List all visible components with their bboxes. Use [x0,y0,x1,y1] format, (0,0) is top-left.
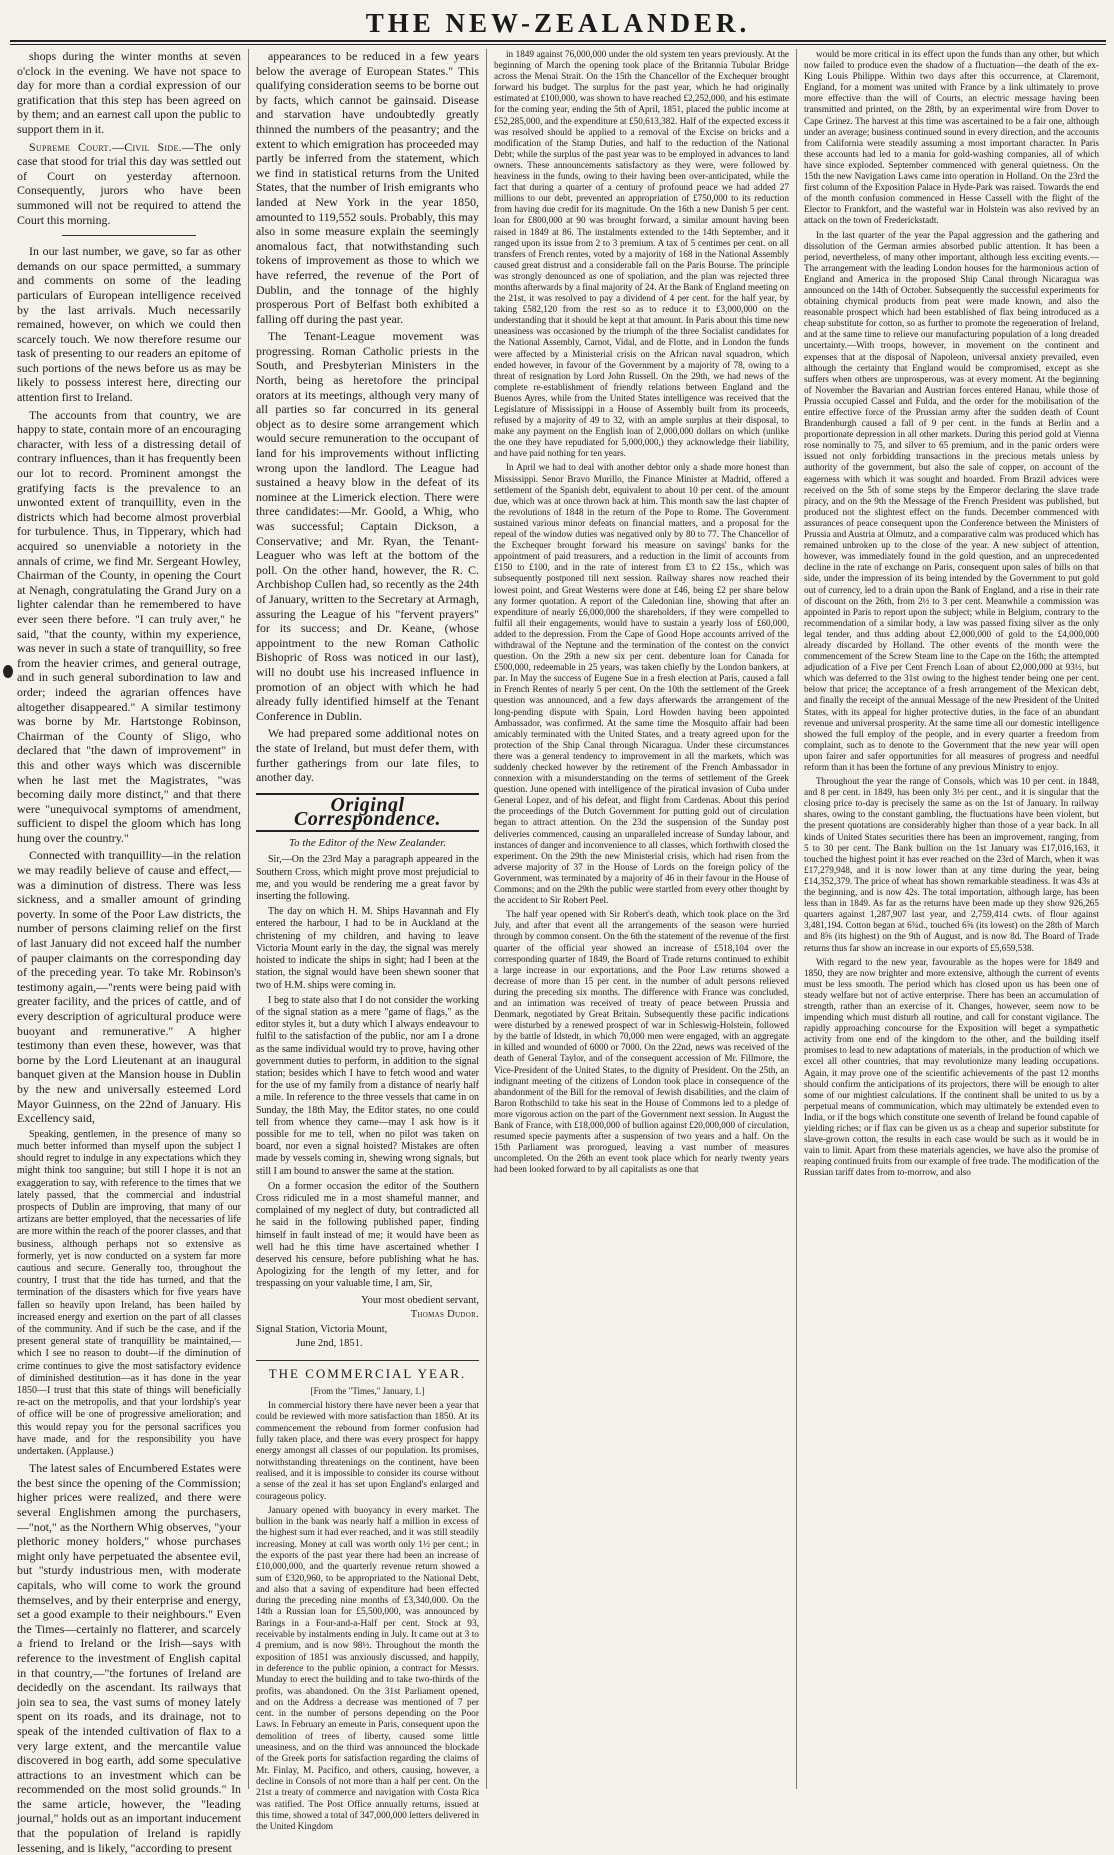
commercial-paragraph: The half year opened with Sir Robert's death, which took place on the 3rd July, and after that event all the arrangements of the season were hurried through by common consent. On the 6th the statement of the revenue of the first quarter of the official year showed an increase of £518,104 over the corresponding quarter of 1849, the Board of Trade returns continued to exhibit a large increase in our exportations, and the Poor Law returns showed a decrease of more than 15 per cent. in the number of adult persons relieved during the preceding six months. The difference with France was concluded, and an intimation was received of treaty of peace between Prussia and Denmark, negotiated by Great Britain. Subsequently these pacific indications were disturbed by a renewed prospect of war in Schleswig-Holstein, followed by the battle of Idstedt, in which 70,000 men were engaged, with an aggregate in killed and wounded of 6000 or 7000. On the 22nd, news was received of the death of General Taylor, and of the consequent accession of Mr. Fillmore, the Vice-President of the United States, to the dignity of President. On the 25th, an indignant meeting of the citizens of London took place in consequence of the abandonment of the Bill for the removal of Jewish disabilities, and the claim of Baron Rothschild to take his seat in the House of Commons led to a pledge of more vigorous action on the part of the Government next session. In August the Bank of France, with £18,000,000 of bullion against £20,000,000 of circulation, resumed specie payments after a suspension of two years and a half. On the 15th Parliament was prorogued, leaving a vast number of measures uncompleted. On the 26th an event took place which for nearly twenty years had been looked forward to by all capitalists as one that [494,909,789,1175]
letter-signature: Thomas Dudor. [410,1309,479,1321]
columns [10,49,1106,1855]
supreme-court-lead: Supreme Court.—Civil Side. [29,139,182,154]
letter-address: To the Editor of the New Zealander. [289,836,446,849]
ireland-tranquillity: Connected with tranquillity—in the relation we may readily believe of cause and effect,—was a diminution of distress. There was less sickness, and a smaller amount of grinding poverty. In some of the Poor Law districts, the number of persons claiming relief on the first of last January did not exceed half the number of pauper claimants on the corresponding day of the preceding year. To take Mr. Robinson's testimony again,—"rents were being paid with greater facility, and the prices of cattle, and of every description of agricultural produce were buoyant and remunerative." A higher testimony than even these, however, was that borne by the Lord Lieutenant at an inaugural banquet given at the Mansion house in Dublin by the new and universally esteemed Lord Mayor Guinness, on the 22nd of January. His Excellency said, [17,848,241,1126]
divider [62,235,196,236]
original-correspondence-heading: Original Correspondence. [256,793,479,832]
ireland-intro: In our last number, we gave, so far as other demands on our space permitted, a summary and comments on some of the leading particulars of European intelligence received by the last arrivals. Much necessarily remained, however, on which we could then scarcely touch. We now therefore resume our task of presenting to our readers an epitome of such portions of the news before us as may be likely to possess interest here, directing our attention first to Ireland. [17,244,241,405]
supreme-court-text: —The only case that stood for trial this day was settled out of Court on yesterday afternoon. Consequently, jurors who have been summoned will not be required to attend the Court this morning. [17,139,241,227]
letter-paragraph: I beg to state also that I do not consider the working of the signal station as a mere "game of flags," as the editor styles it, but a duty which I always endeavour to fulfil to the satisfaction of the public, nor am I a drone as the same individual would try to prove, having other government duties to perform, in addition to the signal station; besides which I have to fetch wood and water for the use of my family from a distance of nearly half a mile. In reference to the three vessels that came in on Sunday, the 18th May, the Editor states, no one could tell from whence they came—may I ask how is it possible for me to tell, when no pilot was taken on board, nor even a signal hoisted? Mistakes are often made by vessels coming in, shewing wrong signals, but still I am bound to answer the same at the station. [256,994,479,1177]
letter-paragraph: Sir,—On the 23rd May a paragraph appeared in the Southern Cross, which might prove most prejudicial to me, and you would be rendering me a great favor by inserting the following. [256,854,479,903]
article-shops: shops during the winter months at seven o'clock in the evening. We have not space to day for more than a cordial expression of our gratification that this step has been agreed on by them; and an earnest call upon the public to support them in it. [17,49,241,136]
encumbered-estates: The latest sales of Encumbered Estates were the best since the opening of the Commission; higher prices were realized, and there were several Englishmen among the purchasers,—"not," as the Northern Whig observes, "your plethoric money holders," whose purchases might only have perpetuated the absentee evil, but "sturdy industrious men, with moderate capitals, who will come to work the ground themselves, and by their enterprise and energy, set a good example to their neighbours." Even the Times—certainly no flatterer, and scarcely a friend to Ireland or the Irish—says with reference to the investment of English capital in that country,—"the fortunes of Ireland are decidedly on the ascendant. Its railways that join sea to sea, the vast sums of money lately spent on its roads, and its drainage, not to speak of the intended cultivation of flax to a very large extent, and the mercantile value discovered in bog earth, add some speculative attractions to an investment which can be recommended on the most solid grounds." In the same article, however, the "leading journal," holds out as an important inducement that the population of Ireland is rapidly lessening, and is likely, "according to present [17,1461,241,1855]
tenant-league: The Tenant-League movement was progressing. Roman Catholic priests in the South, and Presbyterian Ministers in the North, being as heretofore the principal orators at its meetings, although very many of all parties so far concurred in its general object as to desire some arrangement which would secure remuneration to the occupant of land for his improvements without inflicting wrong upon the landlord. The League had sustained a heavy blow in the defeat of its nominee at the Limerick election. There were three candidates:—Mr. Goold, a Whig, who was successful; Captain Dickson, a Conservative; and Mr. Ryan, the Tenant-Leaguer who was left at the bottom of the poll. On the other hand, however, the R. C. Archbishop Cullen had, so recently as the 24th of January, written to the Secretary at Armagh, assuring the League of his "fervent prayers" for its success; and Dr. Keane, (whose appointment to the new Roman Catholic Bishopric of Ross was noticed in our last), will no doubt use his increased influence in promotion of an object with which he had already fully identified himself at the Tenant Conference in Dublin. [256,329,479,723]
commercial-paragraph: In the last quarter of the year the Papal aggression and the gathering and dissolution of the German armies absorbed public attention. It has been a period, nevertheless, of many other important, although less exciting events.—The arrangement with the leading London houses for the harmonious action of England and America in the proposed Ship Canal through Nicaragua was announced on the 14th of October. Subsequently the successful experiments for obtaining chymical products from peat were made known, and also the reasonable prospect which had been established of flax being introduced as a cheap substitute for cotton, so as further to promote the regeneration of Ireland, and at the same time to relieve our manufacturing population of a long dreaded uncertainty.—With troops, however, in movement on the continent and expenses that at the disposal of Napoleon, universal anxiety prevailed, even although the certainty that England would be compromised, except as she suffers when others are unprosperous, was at every moment. At the beginning of November the Bavarian and Austrian forces entered Hanau, while those of Prussia occupied Cassel and Fulda, and the order for the mobilisation of the entire effective force of the Prussian army after the sudden death of Count Brandenburgh caused a fall of 9 per cent. in the funds at Berlin and a proportionate depression in all other markets. During this period gold at Vienna rose nominally to 75, and silver to 65 premium, and in the panic orders were issued not only forbidding transactions in the precious metals unless by authority of the government, but also the sale of copper, on account of the eagerness with which it was sought and hoarded. From Brazil advices were received on the 5th of some steps by the Emperor declaring the slave trade piracy, and on the 9th the Message of the French President was published, but produced not the slightest effect on the funds. December commenced with assurances of peace consequent upon the Conference between the Ministers of Prussia and Austria at Olmutz, and a comparative calm was produced which has remained unbroken up to the close of the year. A new subject of attention, however, was immediately found in the gold question, and an unprecedented decline in the rate of exchange on Paris, consequent upon sales of bills on that side, under the impression of its being intended by the Government to put gold out of currency, led to a drain upon the Bank of England, and a rise in their rate of discount on the 26th, from 2½ to 3 per cent. Meanwhile a commission was appointed in Paris to report upon the subject; while in Belgium, contrary to the recommendation of a similar body, a law was passed fixing silver as the only legal tender, and thus adding about £2,000,000 of gold to the £4,000,000 already discarded by Holland. The other events of the month were the commencement of the Screw Steam line to the Cape on the 16th; the attempted adjudication of a Five per Cent French Loan of about £2,000,000 at 93½, but which was deferred to the 31st owing to the highest tender being one per cent. below that price; the acceptance of a fresh arrangement of the Mexican debt, and finally the receipt of the annual Message of the new President of the United States, with its appeal for higher protective duties, in the face of an abundant revenue and universal prosperity. At the same time all our domestic intelligence showed the full employ of the people, and in every quarter a freedom from complaint, such as to denote to the Government that the new year will open upon fairer and safer opportunities for all measures of progress and needful reform than it has been the fortune of any previous Ministry to enjoy. [804,229,1099,772]
column-2 [248,49,486,1833]
commercial-paragraph: In April we had to deal with another debtor only a shade more honest than Mississippi. Senor Bravo Murillo, the Finance Minister at Madrid, offered a settlement of the Spanish debt, equivalent to about 10 per cent. of the amount due, which was at once thrown back at him. This month saw the last chapter of the revolutions of 1848 in the return of the Pope to Rome. The Government sustained various minor defeats on financial matters, and a proposal for the repeal of the window duties was negatived only by 80 to 77. The Chancellor of the Exchequer brought forward his measure on savings' banks for the appointment of paid treasurers, and a reduction in the limit of accounts from £150 to £100, and in the rate of interest from £3 to £2 15s., which was subsequently postponed till next session. Railway shares now reached their lowest point, and Great Westerns were done at £46, being £2 per share below any former quotation. A report of the Caledonian line, showing that after an expenditure of nearly £6,000,000 the shareholders, if they were compelled to fulfil all their engagements, would have to sustain a yearly loss of £60,000, added to the depression. From the Cape of Good Hope accounts arrived of the withdrawal of the Neptune and the termination of the contest on the convict question. On the 29th a new six per cent. debenture loan for Canada for £500,000, redeemable in 25 years, was taken chiefly by the London bankers, at par. In May the success of Eugene Sue in a fresh election at Paris, caused a fall in French Rentes of nearly 5 per cent. On the 10th the settlement of the Greek question was announced, and a few days afterwards the arrangement of the long-pending dispute with Spain, Lord Howden having been appointed Ambassador, was confirmed. At the same time the Mosquito affair had been amicably terminated with the United States, and a treaty agreed upon for the protection of the Ship Canal through Nicaragua. Under these circumstances there was a general tendency to improvement in all the markets, which was suddenly checked however by the retirement of the French Ambassador in connexion with a misunderstanding on the terms of settlement of the Greek question. June opened with intelligence of the piratical invasion of Cuba under General Lopez, and of his defeat, and flight from Cardenas. About this period the proceedings of the Dutch Government for putting gold out of circulation began to attract attention. On the 23d the suspension of the Sunday post deliveries commenced, causing an unparalleled increase of Sunday labour, and instances of danger and inconvenience to all classes, which forthwith closed the experiment. On the 29th the new Ministerial crisis, which had risen from the adverse majority of 37 in the House of Lords on the foreign policy of the Government, was terminated by a majority of 46 in their favour in the House of Commons; and on the 29th the public were startled from every other thought by the accident to Sir Robert Peel. [494,462,789,906]
column-1 [10,49,248,1855]
commercial-paragraph: With regard to the new year, favourable as the hopes were for 1849 and 1850, they are now brighter and more extensive, although the current of events must be less smooth. The period which has closed upon us has been one of steady welfare but not of active enterprise. There has been an accumulation of strength, rather than an exercise of it. Changes, however, seem now to be impending which must disturb all routine, and call for constant vigilance. The rapidly approaching concourse for the Exposition will beget a sympathetic activity from one end of the kingdom to the other, and the building itself promises to lead to new adaptations of materials, in the production of which we excel all other countries, that may revolutionize many leading occupations. Again, it may prove one of the scientific achievements of the past 12 months should confirm the anticipations of its projectors, there will be enough to alter some of our mightiest calculations. If the continent shall be united to us by a perpetual means of communication, which may ultimately be extended even to India, or if the bogs which constitute one seventh of Ireland be found capable of yielding riches; or if flax can be given us as a cheap and superior substitute for slave-grown cotton, the results in each case would be such as it would be in vain to limit. Apart from these materials agencies, we have also the promise of reaping continued fruits from our example of free trade. The modification of the Russian tariff dates from to-morrow, and also [804,956,1099,1178]
commercial-paragraph: Throughout the year the range of Consols, which was 10 per cent. in 1848, and 8 per cent. in 1849, has been only 3½ per cent., and it is singular that the closing price to-day is precisely the same as on the 1st of January. In railway shares, owing to the constant gambling, the fluctuations have been violent, but the present quotations are considerably higher than those of a year back. In all kinds of United States securities there has been an improvement, ranging, from 5 to 30 per cent. The Bank bullion on the 1st January was £17,016,163, it touched the highest point it has ever reached on the 23rd of March, when it was £17,279,948, and it is now lower than at any time during the year, being £14,352,379. The price of wheat has shown remarkable steadiness. It was 43s at the beginning, and is now 42s. The total importation, although large, has been less than in 1849. As far as the returns have been made up they show 926,265 quarters against 1,287,907 last year, and 2,759,414 cwts. of flour against 3,481,194. Cotton began at 6¾d., touched 6⅝ (its lowest) on the 28th of March and 8⅝ (its highest) on the 9th of August, and is now 8d. The Board of Trade returns thus far show an increase in our exports of £5,659,538. [804,776,1099,953]
commercial-paragraph: in 1849 against 76,000,000 under the old system ten years previously. At the beginning of March the opening took place of the Britannia Tubular Bridge across the Menai Strait. On the 15th the Chancellor of the Exchequer brought forward his budget. The surplus for the past year, which he had originally estimated at £100,000, was shown to have reached £2,252,000, and his estimate for the coming year, ending the 5th of April, 1851, placed the public income at £52,285,000, and the expenditure at £50,613,382. Half of the expected excess it was resolved should be applied to a removal of the Excise on bricks and a modification of the Stamp Duties, and half to the reduction of the National Debt; while the surplus of the past year was to be employed in advances to land owners. These announcements satisfactory as they were, were followed by heaviness in the funds, owing to their having been over-anticipated, while the fact that during a quarter of a century of profound peace we had added 27 millions to our debt, prevented an appropriation of £750,000 to its reduction from having due credit for its magnitude. On the 16th a new Danish 5 per cent. loan for £800,000 at 90 was brought forward, a similar amount having been raised in 1849 at 86. The instalments extended to the 14th September, and it ranged upon its issue from 2 to 3 premium. A tax of 5 centimes per cent. on all transfers of French rentes, voted by a majority of 168 in the National Assembly caused great distrust and a considerable fall on the Paris Bourse. The principle was strongly denounced as one of spoliation, and the plan was rejected three months afterwards by a final majority of 24. At the Bank of England meeting on the 21st, it was resolved to pay a dividend of 4 per cent. for the half year, by taking £582,120 from the rest so as to reduce it to £3,000,000 on the understanding that it should be kept at that amount. In Paris about this time new uneasiness was occasioned by the triumph of the three Socialist candidates for the National Assembly, Carnot, Vidal, and de Flotte, and in London the funds were affected by a Ministerial crisis on the African naval squadron, which ended however, in favour of the Government by a majority of 78, owing to a threat of resignation by Lord John Russell. On the 29th, we had news of the complete re-establishment of friendly relations between England and the Buenos Ayres, while from the United States intelligence was received that the Legislature of Mississippi in a House of Assembly built from its proceeds, refused by a majority of 49 to 32, with an ample surplus at their disposal, to make any payment on the English loan of 2,000,000 dollars on which (unlike the one they have repudiated for 5,000,000,) they acknowledge their liability, and have paid nothing for ten years. [494,49,789,459]
ink-blot [3,665,13,678]
letter-paragraph: On a former occasion the editor of the Southern Cross ridiculed me in a most shameful manner, and complained of my neglect of duty, but contradicted all he said in the following published paper, finding himself in fault instead of me; it would have been as well had he this time have ascertained whether I deserved his censure, before publishing what he has. Apologizing for the length of my letter, and for trespassing on your valuable time, I am, Sir, [256,1180,479,1290]
article-supreme-court [17,140,241,228]
column-3 [486,49,796,1789]
commercial-paragraph: January opened with buoyancy in every market. The bullion in the bank was nearly half a million in excess of the highest sum it had ever reached, and it was still steadily increasing. Money at call was worth only 1½ per cent.; in the exports of the past year there had been an increase of £10,000,000, and the quarterly revenue return showed a sum of £320,960, to be appropriated to the National Debt, and also that a saving of expenditure had been effected during the preceding nine months of £3,340,000. On the 14th a Russian loan for £5,500,000, was announced by Barings in a Four-and-a-Half per cent. Stock at 93, receivable by instalments ending in July. It came out at 3 to 4 premium, and is now 98½. Throughout the month the exposition of 1851 was anxiously discussed, and happily, in deference to the public opinion, a contract for Messrs. Munday to erect the building and to take two-thirds of the profits, was abandoned. On the 31st Parliament opened, and on the Address a decrease was mentioned of 7 per cent. in the number of persons depending on the Poor Laws. In February an emeute in Paris, consequent upon the demolition of trees of liberty, caused some little uneasiness, and on the third was announced the blockade of the Greek ports for satisfaction regarding the claims of Mr. Finlay, M. Pacifico, and others, causing, however, a decline in Consols of not more than a half per cent. On the 21st a treaty of commerce and navigation with Costa Rica was ratified. The Post Office annually returns, issued at this time, showed a total of 347,000,000 letters delivered in the United Kingdom [256,1505,479,1833]
masthead: THE NEW-ZEALANDER. [365,8,751,38]
letter-place: Signal Station, Victoria Mount, [256,1323,388,1335]
letter-date: June 2nd, 1851. [296,1338,363,1350]
ireland-population: appearances to be reduced in a few years below the average of European States." This qualifying consideration seems to be borne out by facts, which cannot be gainsaid. Disease and starvation have undoubtedly greatly thinned the numbers of the peasantry; and the extent to which emigration has proceeded may partly be inferred from the statement, which we find in statistical returns from the United States, that the number of Irish emigrants who landed at New York in the year 1850, amounted to 119,552 souls. Probably, this may also in some measure explain the seemingly anomalous fact, that notwithstanding such tokens of improvement as those to which we have referred, the revenue of the Port of Dublin, and the tonnage of the highly prosperous Port of Belfast both exhibited a falling off during the past year. [256,49,479,326]
commercial-year-heading: THE COMMERCIAL YEAR. [256,1360,479,1382]
commercial-paragraph: In commercial history there have never been a year that could be reviewed with more satisfaction than 1850. At its commencement the rebound from former confusion had fully taken place, and there was every prospect for happy energy amongst all classes of our population. Its promises, notwithstanding threatenings on the continent, have been realised, and it is impossible to consider its course without a sense of the zeal it has set upon England's enlarged and courageous policy. [256,1401,479,1502]
masthead-rule [10,40,1106,45]
commercial-paragraph: would be more critical in its effect upon the funds than any other, but which now failed to produce even the shadow of a fluctuation—the death of the ex-King Louis Philippe. Within two days after this occurrence, at Claremont, England, for a moment was united with France by a link ultimately to prove more effective than the will of Courts, an electric message having been transmitted and printed, on the 28th, by an experimental wire from Dover to Cape Grinez. The harvest at this time was ascertained to be a fair one, although under an average; business continued sound in every direction, and the accounts from California were steadily assuming a most important character. In Paris these accounts had led to a mania for gold-washing companies, all of which have since exploded. September commenced with general quietness. On the 15th the new Navigation Laws came into operation in Holland. On the 23rd the first column of the Exposition Palace in Hyde-Park was raised. Towards the end of the month confusion commenced in Hesse Cassell with the flight of the Elector to Frankfort, and the wasteful war in Holstein was also revived by an attack on the town of Frederickstadt. [804,49,1099,226]
commercial-year-source: [From the "Times," January, 1.] [310,1385,425,1396]
lord-lieutenant-speech: Speaking, gentlemen, in the presence of many so much better informed than myself upon the subject I should regret to indulge in any expectations which they might think too sanguine; but still I hope it is not an exaggeration to say, with reference to the times that we lately passed, that the commercial and industrial prospects of Dublin are improving, that many of our artizans are better employed, that the necessaries of life are more within the reach of the poorer classes, and that business, although perhaps not so extensive as formerly, yet is now conducted on a system far more cautious and secure. Generally too, throughout the country, I trust that the tide has turned, and that the termination of the disasters which for five years have fallen so heavily upon Ireland, has been hailed by increased energy and exertion on the part of all classes of the community. And if such be the case, and if the present general state of tranquillity be maintained,—which I see no reason to doubt—if the diminution of crime continues to give the most satisfactory evidence of diminished destitution—as it has done in the year 1850—I trust that this state of things will beneficially re-act on the metropolis, and that your lordship's year of office will be one of progressive amelioration; and this would repay you for the personal sacrifices you have made, and for the responsibility you have undertaken. (Applause.) [17,1128,241,1458]
letter-closing: Your most obedient servant, [361,1294,479,1306]
ireland-accounts: The accounts from that country, we are happy to state, contain more of an encouraging character, with less of a distressing detail of contrary influences, than it has frequently been our lot to record. Prominent amongst the gratifying facts is the prevalence to an unwonted extent of tranquillity, even in the districts which had become almost proverbial for turbulence. Thus, in Tipperary, which had acquired so unenviable a notoriety in the annals of crime, we find Mr. Sergeant Howley, Chairman of the County, in opening the Court at Nenagh, congratulating the Grand Jury on a lighter calendar than he remembered to have ever seen there before. "I can truly aver," he said, "that the county, within my experience, was never in such a state of tranquillity, so free from the heavier crimes, and general outrage, and in such general subordination to law and order; indeed the agrarian offences have altogether disappeared." A similar testimony was borne by Mr. Hartstonge Robinson, Chairman of the County of Sligo, who declared that "the dawn of improvement" in this and other ways which was discernible when he last met the Magistrates, "was becoming daily more distinct," and that there were "unequivocal symptoms of amendment, sufficient to dispel the gloom which has long hung over the country." [17,407,241,845]
additional-notes: We had prepared some additional notes on the state of Ireland, but must defer them, with further gatherings from our late files, to another day. [256,726,479,785]
column-4 [796,49,1106,1789]
letter-paragraph: The day on which H. M. Ships Havannah and Fly entered the harbour, I had to be in Auckland at the christening of my children, and having to leave Victoria Mount early in the day, the signal was merely hoisted to indicate the ships in sight; had I been at the station, the signal would have been shewn sooner that two of H.M. ships were coming in. [256,906,479,991]
